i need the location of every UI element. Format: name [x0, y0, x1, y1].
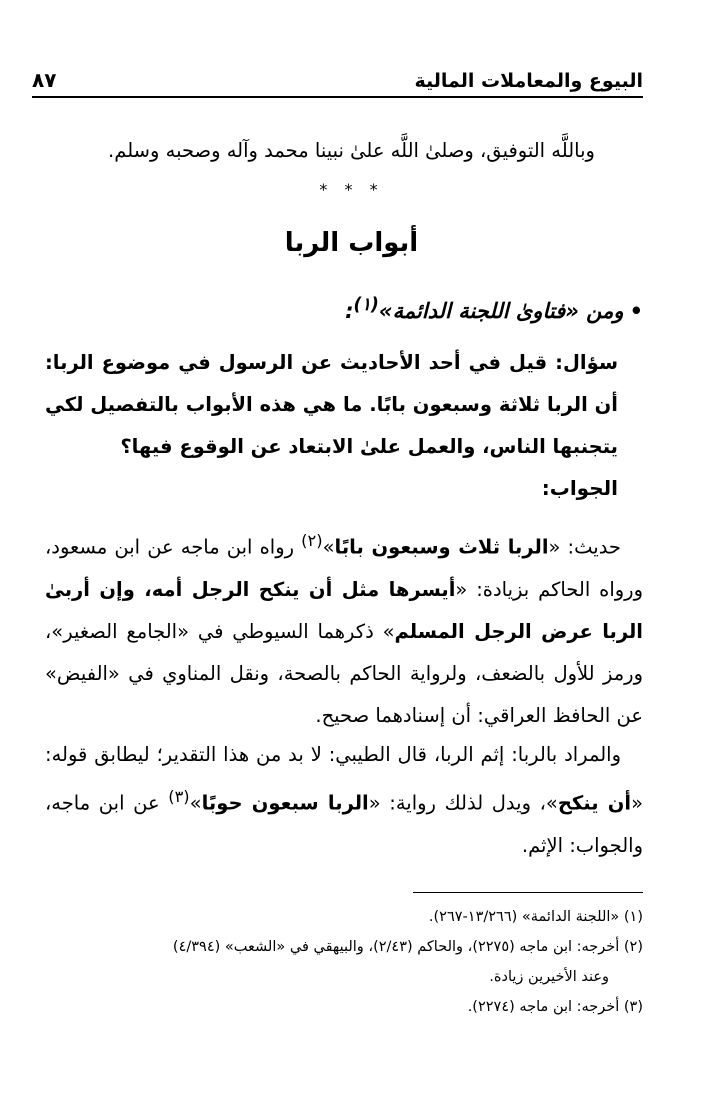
question-text: سؤال: قيل في أحد الأحاديث عن الرسول في موضوع الربا: أن الربا ثلاثة وسبعون بابًا. ما هي هذه الأبواب بالتفصيل لكي يتجنبها الناس، والعمل علىٰ الابتعاد عن الوقوع فيها؟: [45, 351, 618, 458]
closing-line: وباللَّه التوفيق، وصلىٰ اللَّه علىٰ نبينا محمد وآله وصحبه وسلم.: [108, 139, 595, 162]
running-title: البيوع والمعاملات المالية: [414, 70, 643, 92]
text-run: رواه ابن ماجه عن ابن مسعود، ورواه الحاكم بزيادة: «: [45, 535, 643, 601]
hadith-quote: أن ينكح: [557, 791, 632, 815]
footnote-ref: (٢): [301, 531, 323, 550]
source-heading: [345, 295, 643, 323]
answer-paragraph-1: [45, 520, 643, 737]
text-run: والمراد بالربا: إثم الربا، قال الطيبي: لا بد من هذا التقدير؛ ليطابق قوله: «: [45, 743, 644, 815]
hadith-quote: الربا ثلاث وسبعون بابًا: [334, 535, 549, 559]
hadith-quote: الربا سبعون حوبًا: [201, 791, 369, 815]
answer-paragraph-2: [45, 734, 643, 867]
bullet-icon: •: [629, 299, 643, 323]
footnotes: [45, 902, 643, 1022]
page-header: [32, 62, 643, 96]
page-number: ٨٧: [32, 68, 57, 92]
text-run: »، ويدل لذلك رواية: «: [368, 791, 558, 815]
header-rule: [32, 96, 643, 98]
section-title: أبواب الربا: [284, 228, 419, 258]
footnote-ref: (٣): [168, 787, 190, 806]
answer-label: الجواب:: [541, 476, 618, 500]
text-run: عن ابن ماجه، والجواب: الإثم.: [45, 791, 643, 857]
footnote-ref: (١): [353, 295, 379, 315]
text-run: » ذكرهما السيوطي في «الجامع الصغير»، ورمز للأول بالضعف، ولرواية الحاكم بالصحة، ونقل المناوي في «الفيض» عن الحافظ العراقي: أن إسنادهما صحيح.: [45, 619, 643, 727]
text-run: »: [322, 535, 335, 559]
source-text: ومن «فتاوىٰ اللجنة الدائمة»: [378, 299, 624, 323]
source-colon: :: [345, 299, 354, 323]
section-separator: * * *: [319, 180, 384, 199]
footnote-3: (٣) أخرجه: ابن ماجه (٢٢٧٤).: [467, 999, 643, 1015]
text-run: حديث: «: [548, 535, 621, 559]
footnote-rule: [413, 892, 643, 893]
footnote-2-continuation: وعند الأخيرين زيادة.: [489, 969, 609, 985]
text-run: »: [189, 791, 202, 815]
footnote-2: (٢) أخرجه: ابن ماجه (٢٢٧٥)، والحاكم (٢/٤٣)، والبيهقي في «الشعب» (٤/٣٩٤): [172, 939, 643, 955]
footnote-1: (١) «اللجنة الدائمة» (١٣/٢٦٦-٢٦٧).: [428, 909, 643, 925]
hadith-quote: أيسرها مثل أن ينكح الرجل أمه، وإن أربىٰ الربا عرض الرجل المسلم: [45, 577, 643, 643]
